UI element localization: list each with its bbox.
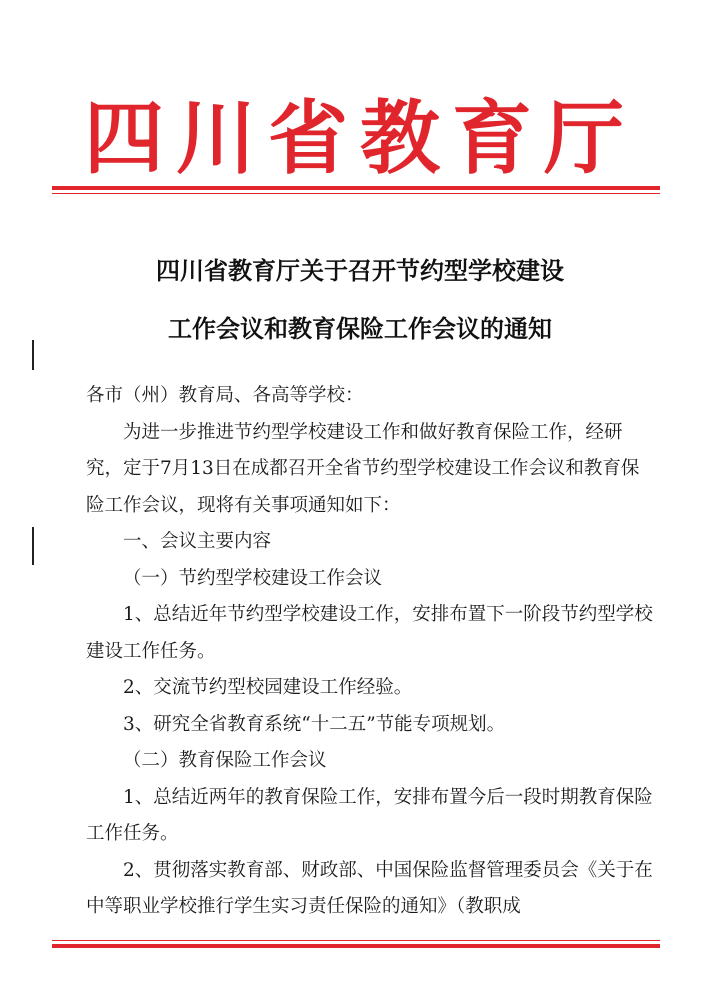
footer-red-rule bbox=[52, 940, 660, 948]
header-red-rule bbox=[52, 186, 660, 194]
list-item: 1、总结近两年的教育保险工作，安排布置今后一段时期教育保险工作任务。 bbox=[86, 786, 653, 844]
document-title-line-1: 四川省教育厅关于召开节约型学校建设 bbox=[156, 256, 564, 285]
document-title-line-2: 工作会议和教育保险工作会议的通知 bbox=[168, 314, 552, 343]
subsection-heading-economy-school: （一）节约型学校建设工作会议 bbox=[123, 567, 383, 589]
letterhead-title: 四川省教育厅 bbox=[84, 91, 636, 185]
header-rule-thin bbox=[52, 193, 660, 194]
list-item: 2、交流节约型校园建设工作经验。 bbox=[123, 677, 413, 698]
list-item: 2、贯彻落实教育部、财政部、中国保险监督管理委员会《关于在中等职业学校推行学生实习责任保险的通知》（教职成 bbox=[86, 859, 653, 917]
subsection-heading-insurance: （二）教育保险工作会议 bbox=[123, 750, 327, 771]
body-paragraph-intro: 为进一步推进节约型学校建设工作和做好教育保险工作，经研究，定于7月13日在成都召开全省节约型学校建设工作会议和教育保险工作会议，现将有关事项通知如下： bbox=[86, 421, 640, 516]
salutation: 各市（州）教育局、各高等学校： bbox=[86, 385, 364, 406]
binding-mark bbox=[32, 527, 34, 565]
footer-rule-thick bbox=[52, 944, 660, 948]
header-rule-thick bbox=[52, 186, 660, 190]
document-body bbox=[86, 378, 656, 926]
footer-rule-thin bbox=[52, 940, 660, 941]
list-item: 3、研究全省教育系统“十二五”节能专项规划。 bbox=[123, 713, 506, 735]
list-item: 1、总结近年节约型学校建设工作，安排布置下一阶段节约型学校建设工作任务。 bbox=[86, 604, 653, 662]
section-heading-meeting-content: 一、会议主要内容 bbox=[123, 531, 272, 552]
binding-mark bbox=[32, 340, 34, 370]
